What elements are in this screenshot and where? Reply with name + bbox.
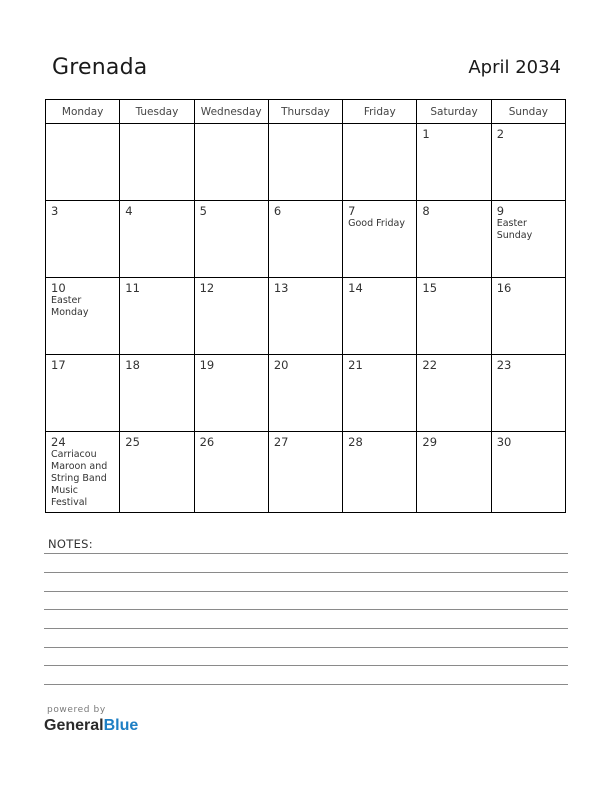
day-number: 26 xyxy=(199,435,215,449)
day-number: 25 xyxy=(125,435,140,449)
day-number: 30 xyxy=(496,435,512,449)
day-cell xyxy=(343,201,417,278)
day-number: 7 xyxy=(348,204,356,218)
weekday-header: Friday xyxy=(343,100,417,124)
day-cell xyxy=(46,355,120,432)
day-cell xyxy=(491,201,565,278)
brand-name-general: General xyxy=(44,717,104,734)
calendar-week-row xyxy=(46,432,566,513)
day-number: 24 xyxy=(51,435,66,449)
day-cell xyxy=(417,124,491,201)
day-cell xyxy=(417,355,491,432)
day-number: 2 xyxy=(496,127,505,141)
generalblue-logo[interactable] xyxy=(44,717,138,735)
day-cell xyxy=(343,278,417,355)
day-number: 15 xyxy=(422,281,438,295)
day-cell xyxy=(417,278,491,355)
note-line xyxy=(44,665,568,666)
day-cell xyxy=(268,278,342,355)
day-cell xyxy=(194,201,268,278)
day-cell xyxy=(46,278,120,355)
brand-name-blue: Blue xyxy=(103,717,139,734)
calendar-week-row xyxy=(46,355,566,432)
day-cell xyxy=(491,355,565,432)
day-cell xyxy=(120,355,194,432)
note-line xyxy=(44,647,568,648)
day-number: 20 xyxy=(273,358,289,372)
day-cell xyxy=(343,124,417,201)
day-cell xyxy=(194,278,268,355)
day-number: 28 xyxy=(348,435,363,449)
month-year-title: April 2034 xyxy=(468,57,561,78)
holiday-event: Good Friday xyxy=(348,218,405,229)
weekday-header: Wednesday xyxy=(194,100,268,124)
day-cell xyxy=(268,355,342,432)
day-number: 4 xyxy=(125,204,133,218)
day-cell xyxy=(343,355,417,432)
day-cell xyxy=(491,278,565,355)
calendar-week-row xyxy=(46,278,566,355)
day-number: 23 xyxy=(496,358,512,372)
day-cell xyxy=(46,124,120,201)
day-number: 3 xyxy=(51,204,59,218)
note-line xyxy=(44,553,568,554)
day-number: 16 xyxy=(496,281,512,295)
day-number: 18 xyxy=(125,358,140,372)
note-line xyxy=(44,591,568,592)
weekday-header: Saturday xyxy=(417,100,491,124)
day-number: 12 xyxy=(199,281,215,295)
notes-label: NOTES: xyxy=(48,537,93,551)
day-cell xyxy=(491,432,565,513)
day-number: 29 xyxy=(422,435,438,449)
day-cell xyxy=(417,201,491,278)
holiday-event: Easter Sunday xyxy=(496,218,533,241)
weekday-header: Monday xyxy=(46,100,120,124)
weekday-header: Sunday xyxy=(491,100,565,124)
day-number: 5 xyxy=(199,204,207,218)
day-number: 17 xyxy=(51,358,66,372)
day-number: 27 xyxy=(273,435,289,449)
day-cell xyxy=(491,124,565,201)
day-number: 8 xyxy=(422,204,430,218)
day-number: 9 xyxy=(496,204,505,218)
holiday-event: Carriacou Maroon and String Band Music Festival xyxy=(51,449,108,508)
note-line xyxy=(44,684,568,685)
day-cell xyxy=(120,432,194,513)
day-number: 6 xyxy=(273,204,282,218)
calendar-grid xyxy=(45,99,566,513)
day-number: 10 xyxy=(51,281,66,295)
day-cell xyxy=(268,432,342,513)
day-number: 14 xyxy=(348,281,363,295)
day-cell xyxy=(417,432,491,513)
day-cell xyxy=(46,201,120,278)
day-cell xyxy=(268,201,342,278)
weekday-header-row xyxy=(46,100,566,124)
day-cell xyxy=(120,201,194,278)
note-line xyxy=(44,609,568,610)
day-number: 21 xyxy=(348,358,363,372)
day-number: 13 xyxy=(273,281,289,295)
day-number: 1 xyxy=(422,127,430,141)
day-cell xyxy=(194,432,268,513)
day-number: 11 xyxy=(125,281,140,295)
day-number: 22 xyxy=(422,358,438,372)
day-number: 19 xyxy=(199,358,215,372)
calendar-week-row xyxy=(46,124,566,201)
note-line xyxy=(44,572,568,573)
weekday-header: Tuesday xyxy=(120,100,194,124)
day-cell xyxy=(268,124,342,201)
calendar-week-row xyxy=(46,201,566,278)
day-cell xyxy=(120,124,194,201)
weekday-header: Thursday xyxy=(268,100,342,124)
day-cell xyxy=(194,355,268,432)
powered-by-text: powered by xyxy=(47,705,106,715)
day-cell xyxy=(46,432,120,513)
day-cell xyxy=(343,432,417,513)
note-line xyxy=(44,628,568,629)
day-cell xyxy=(120,278,194,355)
day-cell xyxy=(194,124,268,201)
holiday-event: Easter Monday xyxy=(51,295,89,318)
country-title: Grenada xyxy=(52,55,148,80)
